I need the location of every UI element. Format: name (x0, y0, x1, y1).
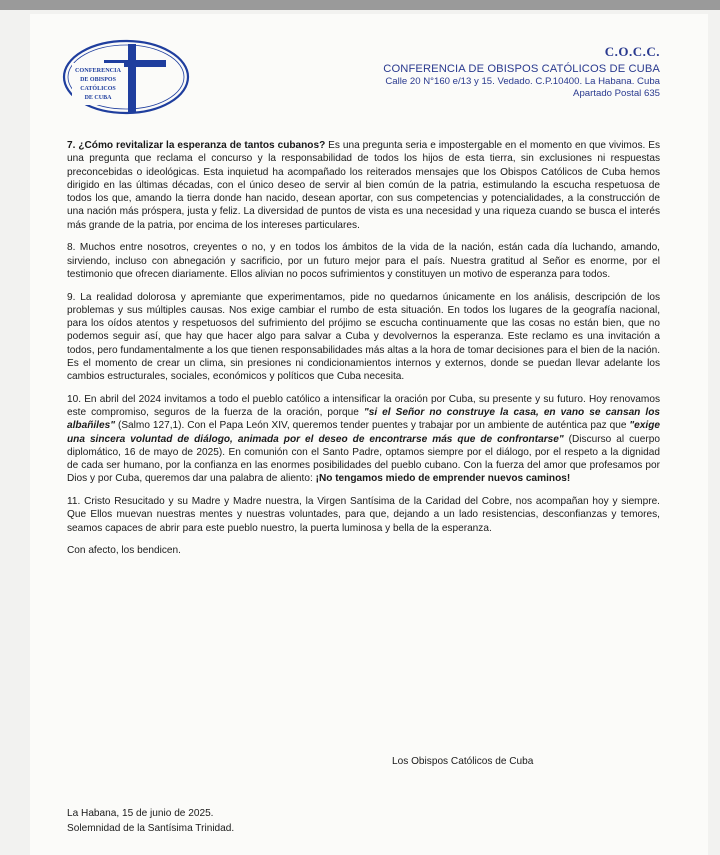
blessing: Con afecto, los bendicen. (67, 545, 181, 557)
psalm-quote: "si el Señor no construye la casa, en vano se cansan los albañiles" (67, 407, 660, 432)
letter-body (67, 139, 660, 567)
org-address: Calle 20 N°160 e/13 y 15. Vedado. C.P.10400. La Habana. Cuba (385, 76, 660, 87)
paragraph-7-question: 7. ¿Cómo revitalizar la esperanza de tantos cubanos? (67, 140, 326, 151)
logo-line-2: DE OBISPOS (80, 77, 116, 83)
place-and-date (67, 807, 234, 836)
paragraph-10-part-a: 10. En abril del 2024 invitamos a todo el pueblo católico a intensificar la oración por Cuba, su presente y su futuro. Hoy renovamos este compromiso, seguros de la fuerza de la oración, porque (67, 393, 660, 418)
paragraph-7-text: Es una pregunta seria e impostergable en el momento en que vivimos. Es una pregunta que reclama el concurso y la responsabilidad de todos los hijos de esta tierra, sin exclusiones ni respuestas preconcebidas o ideológicas. Esta inquietud ha acompañado los reiterados mensajes que los Obispos Católicos de Cuba hemos dirigido en las últimas décadas, con el único deseo de servir al bien común de la patria, estimulando la escucha respetuosa de todos los que, amando la tierra donde han nacido, desean aportar, con sus competencias y potencialidades, a la construcción de una nación más próspera, justa y feliz. La diversidad de puntos de vista es una necesidad y una riqueza cuando se busca el interés más grande de la patria, por encima de los intereses particulares. (67, 140, 661, 231)
cocc-logo (58, 36, 200, 118)
paragraph-11: 11. Cristo Resucitado y su Madre y Madre nuestra, la Virgen Santísima de la Caridad del Cobre, nos acompañan hoy y siempre. Que Ellos muevan nuestras mentes y nuestras voluntades, para que, dejando a un lado resistencias, desconfianzas y temores, seamos capaces de abrir para este pueblo nuestro, la puerta luminosa y bella de la esperanza. (67, 496, 660, 534)
logo-line-4: DE CUBA (84, 95, 112, 101)
place-date: La Habana, 15 de junio de 2025. (67, 808, 214, 819)
paragraph-10-closing: ¡No tengamos miedo de emprender nuevos caminos! (315, 473, 571, 485)
feast-day: Solemnidad de la Santísima Trinidad. (67, 822, 235, 834)
paragraph-10-part-b: (Salmo 127,1). Con el Papa León XIV, queremos tender puentes y trabajar por un ambiente de auténtica paz que (115, 420, 630, 432)
paragraph-10 (67, 393, 660, 486)
paragraph-7 (67, 139, 660, 232)
top-bar (0, 0, 720, 10)
org-name: CONFERENCIA DE OBISPOS CATÓLICOS DE CUBA (383, 63, 660, 75)
paragraph-9: 9. La realidad dolorosa y apremiante que experimentamos, pide no quedarnos únicamente en los análisis, descripción de los problemas y sus múltiples causas. Nos exige cambiar el rumbo de esta situación. En todos los lugares de la geografía nacional, para los oídos atentos y respetuosos del sufrimiento del prójimo se escucha continuamente que las cosas no están bien, que no podemos seguir así, que hay que hacer algo para salvar a Cuba y devolvernos la esperanza. Este reclamo es una invitación a todos, pero fundamentalmente a los que tienen responsabilidades más altas a la hora de tomar decisiones para el bien de la nación. Es el momento de crear un clima, sin presiones ni condicionamientos internos y externos, donde se puedan llevar adelante los cambios estructurales, sociales, económicos y políticos que Cuba necesita. (67, 291, 660, 382)
org-po-box: Apartado Postal 635 (573, 88, 660, 99)
logo-line-3: CATÓLICOS (80, 86, 116, 92)
pope-quote: "exige una sincera voluntad de diálogo, animada por el deseo de encontrarse más que de confrontarse" (67, 420, 660, 445)
letterhead (383, 44, 660, 99)
logo-line-1: CONFERENCIA (74, 67, 122, 74)
signature: Los Obispos Católicos de Cuba (392, 756, 534, 767)
paragraph-8: 8. Muchos entre nosotros, creyentes o no, y en todos los ámbitos de la vida de la nación, están cada día luchando, amando, sirviendo, incluso con abnegación y sacrificio, por un futuro mejor para el país. Nuestra gratitud al Señor es enorme, por el testimonio que ofrecen diariamente. Ellos alivian no pocos sufrimientos y constituyen un motivo de esperanza para todos. (67, 242, 660, 280)
org-abbreviation: C.O.C.C. (604, 44, 660, 59)
paragraph-10-part-c: (Discurso al cuerpo diplomático, 16 de mayo de 2025). En comunión con el Santo Padre, optamos siempre por el diálogo, por el respeto a la dignidad de cada ser humano, por la confianza en las enormes posibilidades del pueblo cubano. Con la fuerza del amor que profesamos por Dios y por Cuba, queremos dar una palabra de aliento: (67, 433, 660, 485)
cross-vertical (128, 44, 136, 112)
